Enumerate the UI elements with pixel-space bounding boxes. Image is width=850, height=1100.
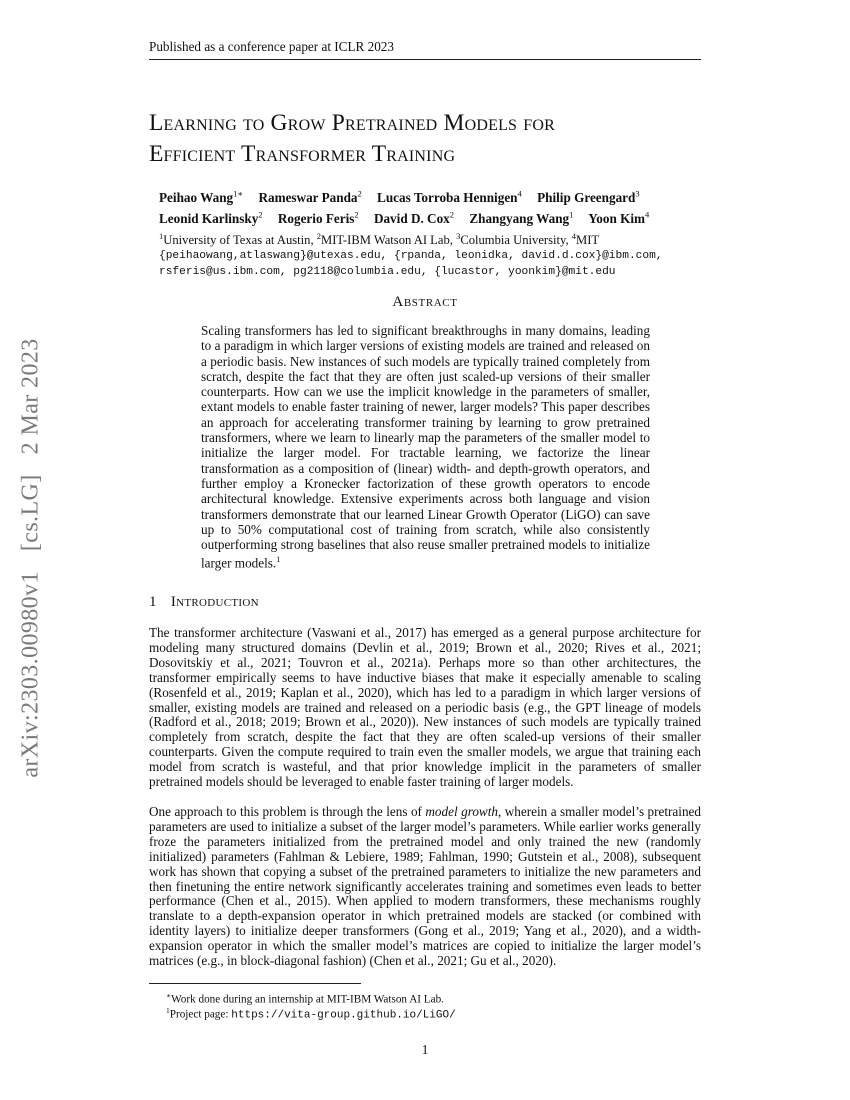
author: Peihao Wang$^{1∗}$ <box>159 189 244 206</box>
arxiv-id: arXiv:2303.00980v1 <box>17 571 44 778</box>
arxiv-date: 2 Mar 2023 <box>17 338 44 455</box>
emphasis-model-growth: model growth <box>425 804 498 819</box>
affiliation-line: $^1$University of Texas at Austin, $^2$MIT-IBM Watson AI Lab, $^3$Columbia University, $^4$MIT <box>159 231 600 248</box>
section-heading <box>149 594 259 611</box>
author: Rogerio Feris$^2$ <box>277 209 359 226</box>
author: Zhangyang Wang$^1$ <box>469 209 574 226</box>
footnote-2: $^1$Project page: https://vita-group.github.io/LiGO/ <box>166 1006 456 1022</box>
title-line-2: Efficient Transformer Training <box>149 141 456 167</box>
paper-title <box>149 108 709 170</box>
emails-line-1[interactable]: {peihaowang,atlaswang}@utexas.edu, {rpanda, leonidka, david.d.cox}@ibm.com, <box>159 250 663 263</box>
intro-paragraph-1: The transformer architecture (Vaswani et al., 2017) has emerged as a general purpose architecture for modeling many structured domains (Devlin et al., 2019; Brown et al., 2020; Rives et al., 2021; Dosovitskiy et al., 2021; Touvron et al., 2021a). Perhaps more so than other architectures, the transformer empirically seems to have inductive biases that make it especially amenable to scaling (Rosenfeld et al., 2019; Kaplan et al., 2020), which has led to a paradigm in which larger versions of smaller, existing models are trained and released on a periodic basis (e.g., the GPT lineage of models (Radford et al., 2018; 2019; Brown et al., 2020)). New instances of such models are typically trained completely from scratch, despite the fact that they are often scaled-up versions of their smaller counterparts. Given the compute required to train even the smaller models, we argue that training each model from scratch is wasteful, and that prior knowledge implicit in the parameters of smaller pretrained models should be leveraged to enable faster training of larger models. <box>149 625 701 790</box>
intro-paragraph-2: One approach to this problem is through the lens of model growth, wherein a smaller model’s pretrained parameters are used to initialize a subset of the larger model’s parameters. While earlier works generally froze the parameters initialized from the pretrained model and only trained the new (randomly initialized) parameters (Fahlman & Lebiere, 1989; Fahlman, 1990; Gutstein et al., 2008), subsequent work has shown that copying a subset of the pretrained parameters to initialize the new parameters and then finetuning the entire network significantly accelerates training and sometimes even leads to better performance (Chen et al., 2015). When applied to modern transformers, these mechanisms roughly translate to a depth-expansion operator in which pretrained models are stacked (or combined with identity layers) to initialize deeper transformers (Gong et al., 2019; Yang et al., 2020), and a width-expansion operator in which the smaller model’s matrices are copied to initialize the larger model’s matrices (e.g., in block-diagonal fashion) (Chen et al., 2021; Gu et al., 2020). <box>149 804 701 969</box>
project-link[interactable]: https://vita-group.github.io/LiGO/ <box>231 1009 456 1022</box>
affiliations <box>159 228 719 280</box>
emails-line-2[interactable]: rsferis@us.ibm.com, pg2118@columbia.edu, {lucastor, yoonkim}@mit.edu <box>159 266 616 279</box>
author: Lucas Torroba Hennigen$^4$ <box>377 189 522 206</box>
author: David D. Cox$^2$ <box>373 209 455 226</box>
author: Rameswar Panda$^2$ <box>258 189 362 206</box>
author-list <box>159 186 699 227</box>
author: Leonid Karlinsky$^2$ <box>159 209 263 226</box>
section-title: Introduction <box>170 594 259 610</box>
title-line-1: Learning to Grow Pretrained Models for <box>149 110 555 136</box>
running-header: Published as a conference paper at ICLR 2023 <box>149 39 701 60</box>
section-number: 1 <box>149 594 157 610</box>
abstract-body: Scaling transformers has led to significant breakthroughs in many domains, leading to a paradigm in which larger versions of existing models are trained and released on a periodic basis. New instances of such models are typically trained completely from scratch, despite the fact that they are often just scaled-up versions of their smaller counterparts. How can we use the implicit knowledge in the parameters of smaller, extant models to enable faster training of newer, larger models? This paper describes an approach for accelerating transformer training by learning to grow pretrained transformers, where we learn to linearly map the parameters of the smaller model to initialize the larger model. For tractable learning, we factorize the linear transformation as a composition of (linear) width- and depth-growth operators, and further employ a Kronecker factorization of these growth operators to encode architectural knowledge. Extensive experiments across both language and vision transformers demonstrate that our learned Linear Growth Operator (LiGO) can save up to 50% computational cost of training from scratch, while also consistently outperforming strong baselines that also reuse smaller pretrained models to initialize larger models.$^1$ <box>201 323 650 571</box>
footnote-ref[interactable]: 1 <box>276 554 281 565</box>
author: Yoon Kim$^4$ <box>588 209 650 226</box>
arxiv-sidebar <box>4 288 58 828</box>
footnote-1: ∗Work done during an internship at MIT-IBM Watson AI Lab. <box>166 991 444 1006</box>
footnote-divider <box>149 983 361 984</box>
arxiv-category: [cs.LG] <box>17 474 44 552</box>
abstract-heading: Abstract <box>392 294 458 310</box>
page-number: 1 <box>421 1042 429 1057</box>
author: Philip Greengard$^3$ <box>537 189 640 206</box>
